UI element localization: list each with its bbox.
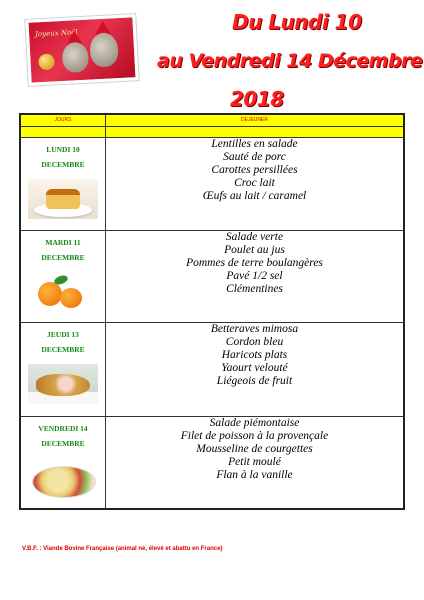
day-cell	[20, 138, 106, 231]
weekly-menu-table	[19, 113, 405, 510]
dish-list	[106, 138, 405, 231]
title-line-2: au Vendredi 14 Décembre	[157, 50, 423, 72]
dish-item: Œufs au lait / caramel	[202, 190, 307, 202]
table-row	[20, 417, 404, 509]
header-days: JOURS	[20, 114, 106, 127]
dish-item: Mousseline de courgettes	[196, 443, 313, 455]
salade-piemontaise-photo	[28, 458, 98, 498]
table-row	[20, 231, 404, 323]
day-month: DECEMBRE	[41, 439, 85, 448]
christmas-kittens-photo	[25, 14, 138, 86]
table-row	[20, 138, 404, 231]
dish-item: Salade verte	[225, 231, 284, 243]
day-name: MARDI 11	[45, 238, 81, 247]
vbf-footnote: V.B.F. : Viande Bovine Française (animal né, élevé et abattu en France)	[22, 546, 223, 552]
header-lunch: DEJEUNER	[106, 114, 405, 127]
day-name: JEUDI 13	[47, 330, 79, 339]
dish-item: Liégeois de fruit	[216, 375, 293, 387]
dish-item: Poulet au jus	[224, 244, 285, 256]
header-spacer-cell	[20, 127, 106, 138]
dish-list	[106, 323, 405, 417]
table-header-row	[20, 114, 404, 127]
day-cell	[20, 231, 106, 323]
kitten-icon	[89, 32, 119, 67]
table-header-spacer	[20, 127, 404, 138]
day-name: VENDREDI 14	[38, 424, 88, 433]
title-line-1: Du Lundi 10	[232, 10, 362, 34]
day-cell	[20, 417, 106, 509]
photo-caption: Joyeux Noël	[34, 28, 78, 39]
dish-item: Filet de poisson à la provençale	[180, 430, 329, 442]
table-row	[20, 323, 404, 417]
dish-item: Lentilles en salade	[211, 138, 298, 150]
dish-item: Betteraves mimosa	[210, 323, 299, 335]
flan-caramel-photo	[28, 179, 98, 219]
dish-list	[106, 231, 405, 323]
cordon-bleu-photo	[28, 364, 98, 404]
day-month: DECEMBRE	[41, 253, 85, 262]
clementines-photo	[28, 272, 98, 312]
dish-item: Petit moulé	[228, 456, 281, 468]
day-name: LUNDI 10	[46, 145, 80, 154]
dish-item: Clémentines	[226, 283, 283, 295]
dish-item: Flan à la vanille	[216, 469, 293, 481]
dish-item: Pavé 1/2 sel	[226, 270, 283, 282]
dish-item: Cordon bleu	[225, 336, 284, 348]
dish-item: Pommes de terre boulangères	[186, 257, 323, 269]
day-month: DECEMBRE	[41, 345, 85, 354]
ornament-icon	[38, 53, 55, 70]
dish-item: Croc lait	[234, 177, 275, 189]
kitten-icon	[62, 42, 90, 73]
dish-item: Haricots plats	[221, 349, 288, 361]
day-cell	[20, 323, 106, 417]
dish-item: Salade piémontaise	[209, 417, 300, 429]
dish-item: Sauté de porc	[223, 151, 286, 163]
dish-item: Carottes persillées	[211, 164, 298, 176]
dish-item: Yaourt velouté	[221, 362, 288, 374]
title-line-3: 2018	[230, 87, 284, 111]
header-spacer-cell	[106, 127, 405, 138]
dish-list	[106, 417, 405, 509]
day-month: DECEMBRE	[41, 160, 85, 169]
